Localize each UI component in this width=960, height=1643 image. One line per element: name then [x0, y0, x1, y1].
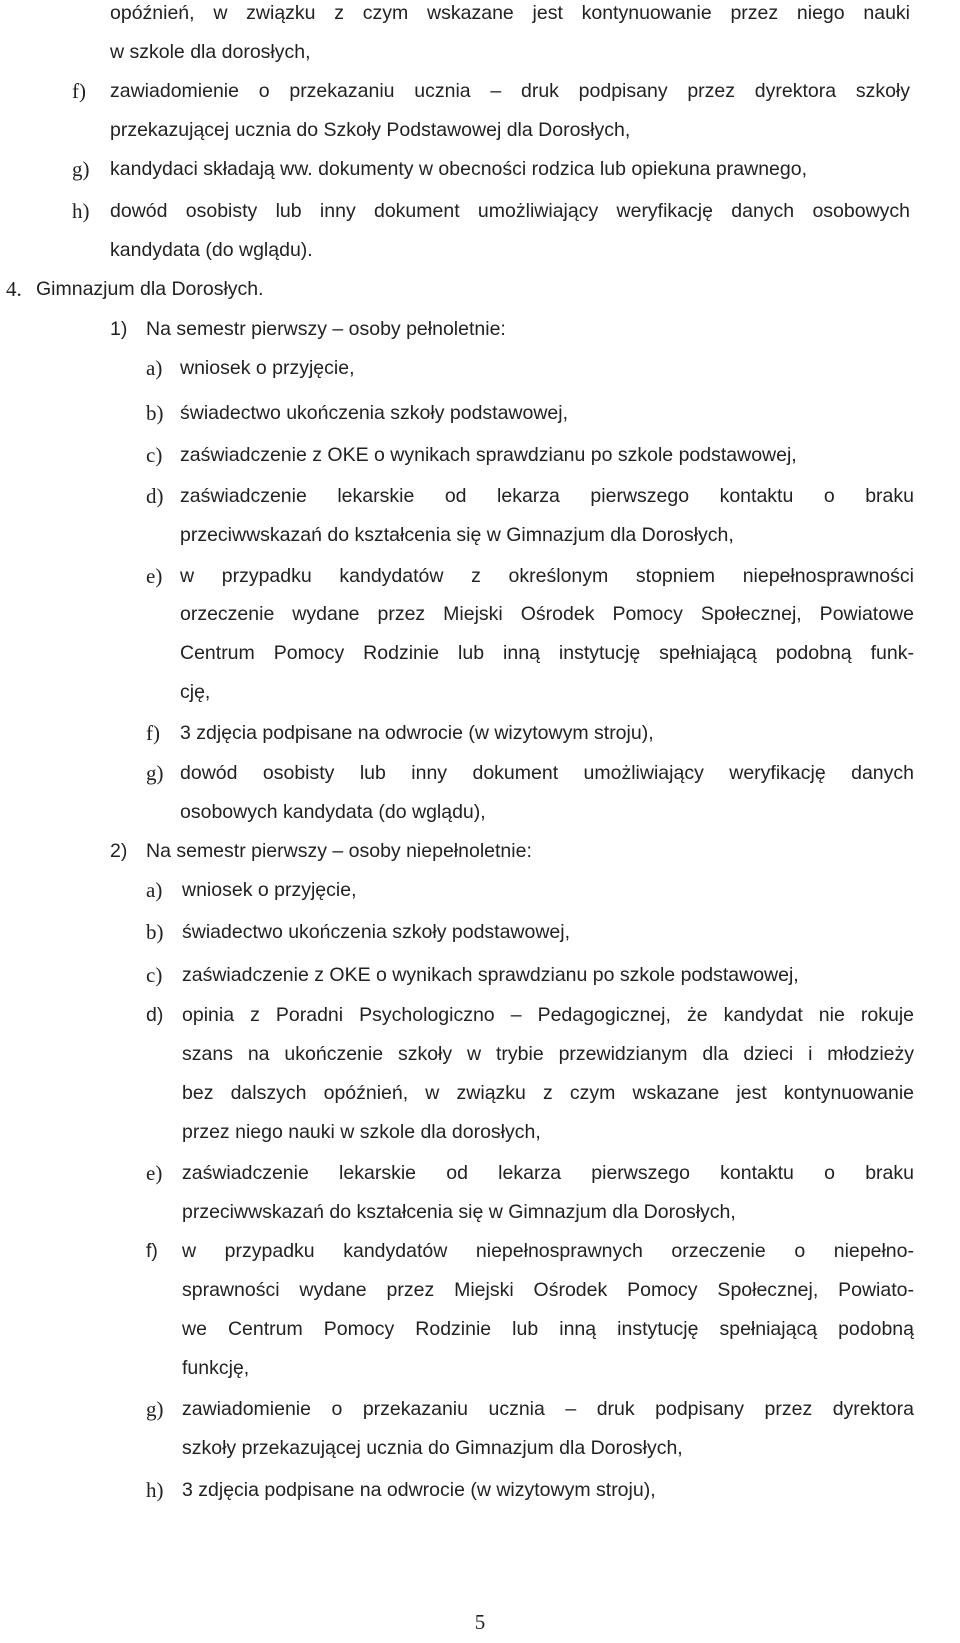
list-item-text: zaświadczenie z OKE o wynikach sprawdzianu po szkole podstawowej, [182, 964, 799, 986]
list-item-text: Centrum Pomocy Rodzinie lub inną instytucję spełniającą podobną funk- [180, 642, 914, 664]
list-marker: d) [146, 1004, 164, 1026]
list-marker: g) [146, 1397, 164, 1421]
list-marker: d) [146, 484, 164, 508]
list-marker: c) [146, 963, 163, 987]
list-marker: b) [146, 920, 164, 944]
subsection-number: 2) [110, 840, 128, 862]
section-number: 4. [6, 277, 22, 301]
list-item-text: zawiadomienie o przekazaniu ucznia – druk podpisany przez dyrektora [182, 1398, 914, 1420]
list-item-text: orzeczenie wydane przez Miejski Ośrodek Pomocy Społecznej, Powiatowe [180, 603, 914, 625]
list-marker: h) [146, 1478, 164, 1502]
list-item-text: szans na ukończenie szkoły w trybie przewidzianym dla dzieci i młodzieży [182, 1043, 914, 1065]
list-item-text: przez niego nauki w szkole dla dorosłych, [182, 1121, 541, 1143]
list-item-text: kandydata (do wglądu). [110, 239, 313, 261]
list-marker: f) [146, 721, 160, 745]
list-marker: f) [146, 1240, 158, 1262]
list-item-text: w szkole dla dorosłych, [110, 41, 311, 63]
subsection-title: Na semestr pierwszy – osoby pełnoletnie: [146, 318, 506, 340]
list-marker: b) [146, 401, 164, 425]
subsection-number: 1) [110, 318, 128, 340]
list-item-text: zaświadczenie lekarskie od lekarza pierwszego kontaktu o braku [180, 485, 914, 507]
list-item-text: we Centrum Pomocy Rodzinie lub inną instytucję spełniającą podobną [182, 1318, 914, 1340]
list-item-text: kandydaci składają ww. dokumenty w obecności rodzica lub opiekuna prawnego, [110, 158, 807, 180]
section-title: Gimnazjum dla Dorosłych. [36, 278, 264, 300]
list-marker: a) [146, 878, 163, 902]
list-item-text: opóźnień, w związku z czym wskazane jest kontynuowanie przez niego nauki [110, 2, 910, 24]
list-item-text: bez dalszych opóźnień, w związku z czym wskazane jest kontynuowanie [182, 1082, 914, 1104]
list-item-text: przeciwwskazań do kształcenia się w Gimnazjum dla Dorosłych, [180, 524, 734, 546]
list-item-text: zaświadczenie z OKE o wynikach sprawdzianu po szkole podstawowej, [180, 444, 797, 466]
list-marker: f) [72, 79, 86, 103]
list-item-text: opinia z Poradni Psychologiczno – Pedagogicznej, że kandydat nie rokuje [182, 1004, 914, 1026]
list-item-text: przekazującej ucznia do Szkoły Podstawowej dla Dorosłych, [110, 119, 631, 141]
list-item-text: sprawności wydane przez Miejski Ośrodek Pomocy Społecznej, Powiato- [182, 1279, 914, 1301]
list-marker: e) [146, 1161, 163, 1185]
list-item-text: świadectwo ukończenia szkoły podstawowej, [182, 921, 571, 943]
list-item-text: funkcję, [182, 1357, 250, 1379]
list-item-text: w przypadku kandydatów z określonym stopniem niepełnosprawności [180, 565, 914, 587]
list-marker: c) [146, 443, 163, 467]
list-item-text: w przypadku kandydatów niepełnosprawnych orzeczenie o niepełno- [182, 1240, 914, 1262]
list-item-text: 3 zdjęcia podpisane na odwrocie (w wizytowym stroju), [182, 1479, 656, 1501]
list-item-text: osobowych kandydata (do wglądu), [180, 801, 486, 823]
list-marker: h) [72, 199, 90, 223]
list-marker: g) [72, 157, 90, 181]
list-item-text: świadectwo ukończenia szkoły podstawowej, [180, 402, 569, 424]
list-item-text: dowód osobisty lub inny dokument umożliwiający weryfikację danych [180, 762, 914, 784]
list-item-text: wniosek o przyjęcie, [182, 879, 357, 901]
list-marker: g) [146, 761, 164, 785]
list-item-text: przeciwwskazań do kształcenia się w Gimnazjum dla Dorosłych, [182, 1201, 736, 1223]
list-item-text: 3 zdjęcia podpisane na odwrocie (w wizytowym stroju), [180, 722, 654, 744]
list-item-text: cję, [180, 681, 211, 703]
page-number: 5 [474, 1610, 486, 1634]
list-item-text: szkoły przekazującej ucznia do Gimnazjum dla Dorosłych, [182, 1437, 683, 1459]
subsection-title: Na semestr pierwszy – osoby niepełnoletnie: [146, 840, 532, 862]
list-item-text: wniosek o przyjęcie, [180, 357, 355, 379]
list-item-text: zawiadomienie o przekazaniu ucznia – druk podpisany przez dyrektora szkoły [110, 80, 910, 102]
list-marker: e) [146, 564, 163, 588]
list-item-text: zaświadczenie lekarskie od lekarza pierwszego kontaktu o braku [182, 1162, 914, 1184]
list-marker: a) [146, 356, 163, 380]
list-item-text: dowód osobisty lub inny dokument umożliwiający weryfikację danych osobowych [110, 200, 910, 222]
